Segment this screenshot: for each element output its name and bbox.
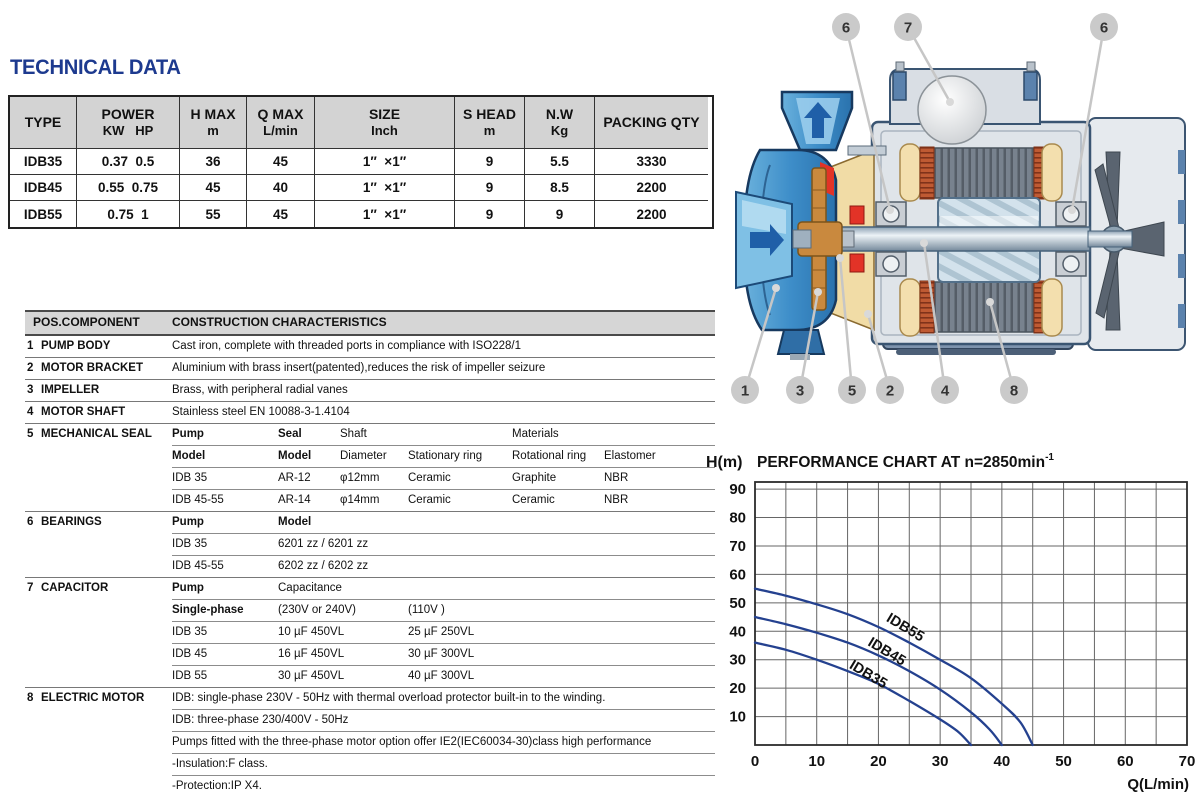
construction-cell: (110V ) (408, 604, 445, 616)
construction-cell: 10 µF 450VL (278, 626, 345, 638)
table-row (10, 201, 712, 227)
y-tick-label: 60 (729, 566, 746, 584)
component-label: CAPACITOR (41, 582, 109, 594)
construction-cell: 25 µF 250VL (408, 626, 475, 638)
tech-header-cell: SIZE Inch (315, 97, 455, 149)
construction-cell: Aluminium with brass insert(patented),reduces the risk of impeller seizure (172, 362, 546, 374)
callout-tip-3 (814, 288, 822, 296)
callout-tip-6 (1068, 206, 1076, 214)
construction-cell: Ceramic (408, 472, 451, 484)
x-axis-label: Q(L/min) (1127, 776, 1189, 793)
construction-cell: Model (278, 450, 312, 462)
construction-cell: IDB 45 (172, 648, 208, 660)
component-label: BEARINGS (41, 516, 102, 528)
curve-label-IDB35: IDB35 (846, 657, 890, 693)
construction-row (25, 644, 715, 666)
construction-cell: Pumps fitted with the three-phase motor option offer IE2(IEC60034-30)class high performance (172, 736, 652, 748)
x-tick-label: 50 (1055, 753, 1072, 770)
construction-header-left: POS.COMPONENT (33, 315, 140, 329)
construction-row (25, 556, 715, 578)
callout-number-3: 3 (795, 382, 805, 400)
construction-cell: Model (278, 516, 312, 528)
x-tick-label: 30 (931, 753, 949, 770)
construction-cell: IDB 35 (172, 626, 208, 638)
tech-cell: 0.75 1 (77, 201, 180, 227)
x-tick-label: 0 (750, 753, 760, 770)
construction-cell: IDB 55 (172, 670, 208, 682)
tech-cell: 0.37 0.5 (77, 149, 180, 175)
tech-cell: 5.5 (525, 149, 595, 175)
callout-tip-2 (864, 310, 872, 318)
construction-cell: φ12mm (340, 472, 380, 484)
construction-cell: Materials (512, 428, 559, 440)
y-tick-label: 30 (729, 651, 746, 669)
tech-header-cell: N.W Kg (525, 97, 595, 149)
construction-cell: 6202 zz / 6202 zz (278, 560, 369, 572)
tech-cell: 0.55 0.75 (77, 175, 180, 201)
tech-cell: 1″ ×1″ (315, 149, 455, 175)
callout-number-4: 4 (940, 382, 950, 400)
construction-table-header (25, 310, 715, 336)
construction-row (25, 380, 715, 402)
construction-cell: IDB 35 (172, 538, 208, 550)
x-tick-label: 10 (808, 753, 826, 770)
construction-cell: 40 µF 300VL (408, 670, 475, 682)
y-tick-label: 90 (729, 481, 746, 499)
tech-header-cell: TYPE (10, 97, 77, 149)
tech-cell: 2200 (595, 175, 708, 201)
construction-cell: 30 µF 300VL (408, 648, 475, 660)
construction-cell: IDB 35 (172, 472, 208, 484)
construction-cell: Graphite (512, 472, 557, 484)
construction-row (25, 358, 715, 380)
component-position: 2 (27, 362, 34, 374)
tech-cell: 36 (180, 149, 247, 175)
construction-cell: (230V or 240V) (278, 604, 356, 616)
tech-header-cell: H MAX m (180, 97, 247, 149)
callout-number-7: 7 (903, 19, 913, 37)
callout-tip-4 (920, 239, 928, 247)
tech-cell: 45 (247, 149, 315, 175)
construction-cell: Capacitance (278, 582, 342, 594)
construction-table-body (25, 336, 715, 798)
tech-cell: 55 (180, 201, 247, 227)
callout-number-2: 2 (885, 382, 895, 400)
construction-cell: Ceramic (512, 494, 555, 506)
construction-cell: NBR (604, 472, 629, 484)
y-axis-label: H(m) (706, 454, 743, 471)
component-position: 1 (27, 340, 34, 352)
construction-cell: Pump (172, 428, 204, 440)
pump-cross-section-diagram (700, 0, 1200, 420)
y-tick-label: 20 (729, 680, 746, 698)
construction-cell: IDB: single-phase 230V - 50Hz with thermal overload protector built-in to the winding. (172, 692, 606, 704)
construction-row (25, 666, 715, 688)
callout-tip-1 (772, 284, 780, 292)
tech-cell: 9 (455, 201, 525, 227)
construction-row (25, 732, 715, 754)
tech-header-cell: PACKING QTY (595, 97, 708, 149)
tech-cell: 1″ ×1″ (315, 175, 455, 201)
tech-cell: 9 (455, 175, 525, 201)
y-tick-label: 80 (729, 509, 746, 527)
callout-tip-5 (836, 254, 844, 262)
construction-cell: φ14mm (340, 494, 380, 506)
construction-cell: Model (172, 450, 206, 462)
curve-label-IDB45: IDB45 (864, 634, 909, 670)
component-label: MOTOR SHAFT (41, 406, 126, 418)
x-tick-label: 70 (1178, 753, 1196, 770)
component-label: MOTOR BRACKET (41, 362, 144, 374)
construction-cell: Pump (172, 516, 204, 528)
construction-row (25, 600, 715, 622)
x-tick-label: 40 (993, 753, 1011, 770)
tech-cell: 45 (180, 175, 247, 201)
y-tick-label: 70 (729, 537, 746, 555)
construction-cell: 16 µF 450VL (278, 648, 345, 660)
component-position: 7 (27, 582, 34, 594)
construction-cell: -Protection:IP X4. (172, 780, 262, 792)
construction-cell: Pump (172, 582, 204, 594)
curve-label-IDB55: IDB55 (883, 610, 927, 646)
construction-row (25, 776, 715, 798)
callout-number-5: 5 (847, 382, 857, 400)
construction-row (25, 336, 715, 358)
construction-cell: Diameter (340, 450, 387, 462)
construction-row (25, 490, 715, 512)
construction-row (25, 446, 715, 468)
callout-number-1: 1 (740, 382, 750, 400)
tech-cell: 9 (525, 201, 595, 227)
tech-header-cell: Q MAX L/min (247, 97, 315, 149)
technical-data-table (8, 95, 714, 229)
construction-row (25, 710, 715, 732)
construction-header-right: CONSTRUCTION CHARACTERISTICS (172, 315, 387, 329)
construction-cell: Cast iron, complete with threaded ports in compliance with ISO228/1 (172, 340, 522, 352)
tech-cell: IDB45 (10, 175, 77, 201)
pump-foot (778, 330, 824, 354)
construction-cell: Brass, with peripheral radial vanes (172, 384, 348, 396)
tech-header-cell: S HEAD m (455, 97, 525, 149)
construction-row (25, 688, 715, 710)
component-label: MECHANICAL SEAL (41, 428, 152, 440)
tech-header-cell: POWER KW HP (77, 97, 180, 149)
tech-cell: IDB55 (10, 201, 77, 227)
construction-cell: Elastomer (604, 450, 656, 462)
y-tick-label: 50 (729, 594, 746, 612)
tech-cell: 45 (247, 201, 315, 227)
tech-cell: 2200 (636, 206, 667, 222)
construction-cell: 30 µF 450VL (278, 670, 345, 682)
construction-row (25, 754, 715, 776)
callout-tip-6 (886, 206, 894, 214)
callout-number-8: 8 (1009, 382, 1019, 400)
callout-number-6: 6 (1099, 19, 1109, 37)
component-position: 6 (27, 516, 34, 528)
component-position: 8 (27, 692, 34, 704)
construction-row (25, 424, 715, 446)
construction-cell: Rotational ring (512, 450, 587, 462)
y-tick-label: 40 (729, 623, 746, 641)
construction-cell: Seal (278, 428, 302, 440)
construction-row (25, 622, 715, 644)
capacitor (918, 76, 986, 144)
construction-row (25, 534, 715, 556)
y-tick-label: 10 (729, 708, 746, 726)
construction-row (25, 512, 715, 534)
table-row (10, 149, 712, 175)
tech-cell: 40 (247, 175, 315, 201)
construction-cell: AR-14 (278, 494, 311, 506)
technical-data-title: TECHNICAL DATA (10, 56, 181, 79)
tech-table-header-row (10, 97, 712, 149)
construction-cell: -Insulation:F class. (172, 758, 268, 770)
construction-cell: IDB: three-phase 230/400V - 50Hz (172, 714, 349, 726)
component-position: 4 (27, 406, 34, 418)
tech-cell: 9 (455, 149, 525, 175)
construction-cell: IDB 45-55 (172, 494, 224, 506)
chart-title: PERFORMANCE CHART AT $n=2850\min^{-1}$ (757, 452, 1054, 471)
component-position: 3 (27, 384, 34, 396)
construction-cell: 6201 zz / 6201 zz (278, 538, 369, 550)
tech-cell: 1″ ×1″ (315, 201, 455, 227)
component-position: 5 (27, 428, 34, 440)
tech-cell: 3330 (595, 149, 708, 175)
construction-row (25, 578, 715, 600)
component-label: PUMP BODY (41, 340, 111, 352)
construction-cell: NBR (604, 494, 629, 506)
table-row (10, 175, 712, 201)
construction-cell: Single-phase (172, 604, 244, 616)
tech-cell: 8.5 (525, 175, 595, 201)
component-label: ELECTRIC MOTOR (41, 692, 145, 704)
tech-cell: IDB35 (10, 149, 77, 175)
callout-number-6: 6 (841, 19, 851, 37)
construction-cell: Stationary ring (408, 450, 483, 462)
construction-cell: AR-12 (278, 472, 311, 484)
x-tick-label: 20 (870, 753, 887, 770)
construction-row (25, 468, 715, 490)
callout-tip-7 (946, 98, 954, 106)
component-label: IMPELLER (41, 384, 100, 396)
construction-cell: Stainless steel EN 10088-3-1.4104 (172, 406, 350, 418)
construction-row (25, 402, 715, 424)
construction-cell: Ceramic (408, 494, 451, 506)
x-tick-label: 60 (1116, 753, 1134, 770)
construction-cell: Shaft (340, 428, 367, 440)
performance-chart (700, 442, 1200, 807)
construction-cell: IDB 45-55 (172, 560, 224, 572)
callout-tip-8 (986, 298, 994, 306)
construction-table (25, 310, 715, 798)
